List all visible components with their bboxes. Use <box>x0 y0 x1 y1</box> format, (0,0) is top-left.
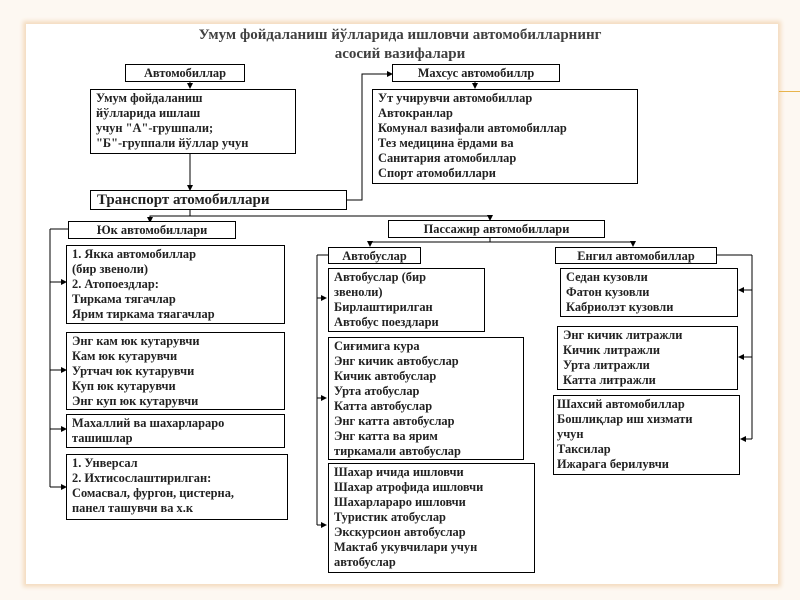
box-maxsus-list <box>372 89 638 184</box>
sigim-line: Энг катта автобуслар <box>334 414 455 428</box>
diagram-title <box>60 26 740 64</box>
sedan-line: Седан кузовли <box>566 270 648 284</box>
litraj-line: Катта литражли <box>563 373 656 387</box>
box-universal <box>66 454 288 520</box>
shahar-line: Шахар атрофида ишловчи <box>334 480 484 494</box>
avtobus-bir-line: Автобуслар (бир <box>334 270 426 284</box>
box-yengil: Енгил автомобиллар <box>555 247 717 264</box>
universal-line: 1. Унверсал <box>72 456 138 470</box>
box-avtomobillar: Автомобиллар <box>125 64 245 82</box>
shaxsiy-line: Ижарага берилувчи <box>557 457 669 471</box>
maxsus-item: Санитария атомобиллар <box>378 151 517 165</box>
litraj-line: Кичик литражли <box>563 343 660 357</box>
litraj-line: Энг кичик литражли <box>563 328 683 342</box>
shaxsiy-line: учун <box>557 427 584 441</box>
universal-line: панел ташувчи ва х.к <box>72 501 193 515</box>
mahalliy-line: Махаллий ва шахарлараро <box>72 416 225 430</box>
shaxsiy-line: Таксилар <box>557 442 611 456</box>
accent-line <box>779 91 800 92</box>
box-yuk: Юк автомобиллари <box>68 221 236 239</box>
universal-line: 2. Ихтисослаштирилган: <box>72 471 212 485</box>
yakka-line: Тиркама тягачлар <box>72 292 176 306</box>
maxsus-item: Комунал вазифали автомобиллар <box>378 121 567 135</box>
box-mahalliy <box>66 414 285 448</box>
maxsus-item: Ут учирувчи автомобиллар <box>378 91 533 105</box>
shaxsiy-line: Бошлиқлар иш хизмати <box>557 412 693 426</box>
shahar-line: Мактаб укувчилари учун <box>334 540 478 554</box>
shahar-line: Шахар ичида ишловчи <box>334 465 464 479</box>
box-avtobuslar: Автобуслар <box>328 247 421 264</box>
box-shahar <box>328 463 535 573</box>
maxsus-item: Тез медицина ёрдами ва <box>378 136 514 150</box>
yakka-line: 2. Атопоездлар: <box>72 277 159 291</box>
kutaruv-line: Энг куп юк кутарувчи <box>72 394 199 408</box>
box-litraj <box>557 326 738 390</box>
sedan-line: Фатон кузовли <box>566 285 650 299</box>
kutaruv-line: Уртчач юк кутарувчи <box>72 364 195 378</box>
avtobus-bir-line: Бирлаштирилган <box>334 300 433 314</box>
shahar-line: автобуслар <box>334 555 396 569</box>
box-kutaruv <box>66 332 285 410</box>
sigim-line: Энг катта ва ярим <box>334 429 438 443</box>
sigim-line: Урта атобуслар <box>334 384 420 398</box>
box-maxsus: Махсус автомобиллр <box>392 64 560 82</box>
box-avtobus-bir <box>328 268 485 332</box>
universal-line: Сомасвал, фургон, цистерна, <box>72 486 234 500</box>
sigim-line: Сиғимига кура <box>334 339 420 353</box>
yakka-line: (бир звеноли) <box>72 262 149 276</box>
box-sigim <box>328 337 524 460</box>
sigim-line: Кичик автобуслар <box>334 369 437 383</box>
sigim-line: Катта автобуслар <box>334 399 433 413</box>
mahalliy-line: ташишлар <box>72 431 133 445</box>
yakka-line: 1. Якка автомобиллар <box>72 247 196 261</box>
shahar-line: Экскурсион автобуслар <box>334 525 466 539</box>
kutaruv-line: Энг кам юк кутарувчи <box>72 334 200 348</box>
litraj-line: Урта литражли <box>563 358 650 372</box>
umum-line: йўлларида ишлаш <box>96 106 201 120</box>
umum-line: учун "А"-грушпали; <box>96 121 214 135</box>
avtobus-bir-line: Автобус поездлари <box>334 315 439 329</box>
box-passajir: Пассажир автомобиллари <box>388 220 605 238</box>
title-line-2: асосий вазифалари <box>334 46 466 62</box>
sigim-line: Энг кичик автобуслар <box>334 354 459 368</box>
shahar-line: Шахарлараро ишловчи <box>334 495 466 509</box>
box-sedan <box>560 268 738 317</box>
box-transport: Транспорт атомобиллари <box>90 190 347 210</box>
shaxsiy-line: Шахсий автомобиллар <box>557 397 685 411</box>
umum-line: Умум фойдаланиш <box>96 91 203 105</box>
box-umum-foydalanish <box>90 89 296 154</box>
kutaruv-line: Куп юк кутарувчи <box>72 379 176 393</box>
umum-line: "Б"-группали йўллар учун <box>96 136 249 150</box>
box-shaxsiy <box>553 395 740 475</box>
avtobus-bir-line: звеноли) <box>334 285 383 299</box>
yakka-line: Ярим тиркама тяагачлар <box>72 307 215 321</box>
sedan-line: Кабриолэт кузовли <box>566 300 674 314</box>
sigim-line: тиркамали автобуслар <box>334 444 461 458</box>
kutaruv-line: Кам юк кутарувчи <box>72 349 178 363</box>
box-yakka <box>66 245 285 324</box>
title-line-1: Умум фойдаланиш йўлларида ишловчи автомобилларнинг <box>198 27 602 43</box>
shahar-line: Туристик атобуслар <box>334 510 446 524</box>
maxsus-item: Спорт атомобиллари <box>378 166 496 180</box>
maxsus-item: Автокранлар <box>378 106 453 120</box>
